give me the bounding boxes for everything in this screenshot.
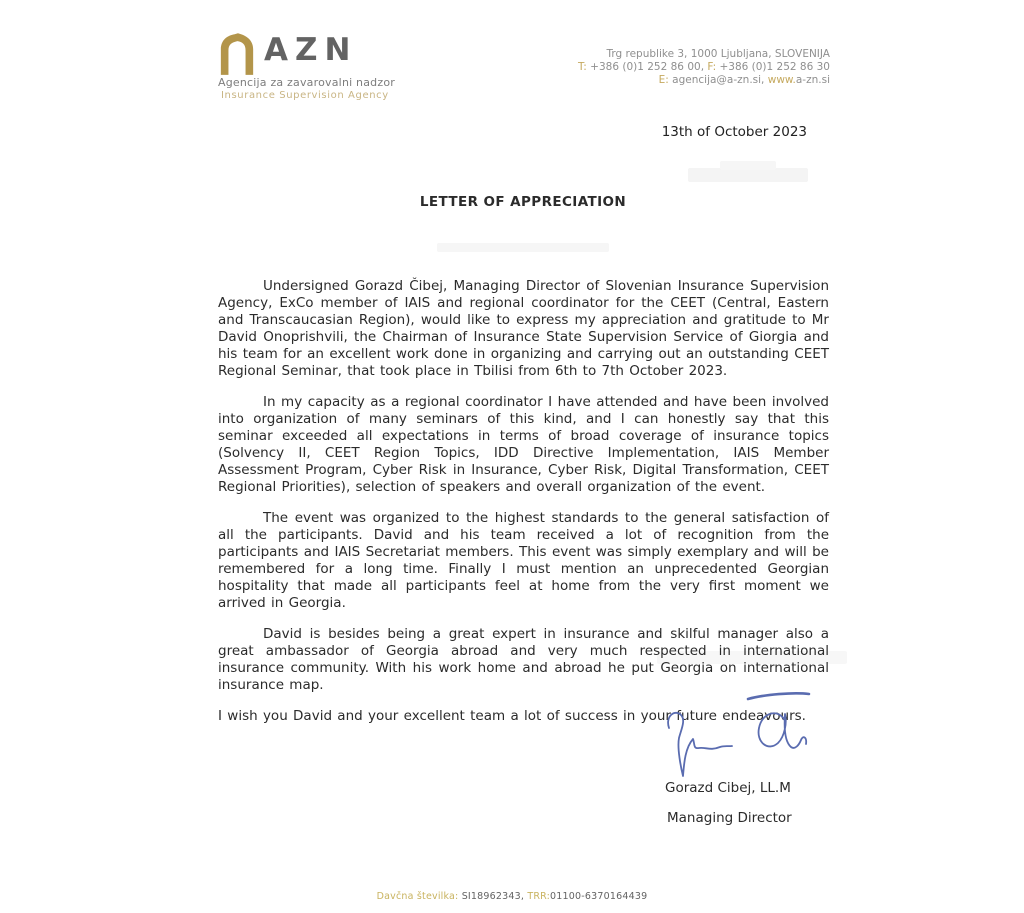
redaction-smudge [688,168,808,182]
signatory-role: Managing Director [667,810,792,826]
redaction-smudge [720,161,776,170]
footer-tax-info: Davčna številka: SI18962343, TRR:01100-6370164439 [376,891,648,902]
letter-body [218,278,829,739]
letterhead-logo [218,33,395,101]
letter-title: LETTER OF APPRECIATION [419,194,627,210]
contact-email-web: E: agencija@a-zn.si, www.a-zn.si [658,74,830,86]
letter-paragraph: I wish you David and your excellent team a lot of success in your future endeavours. [218,708,806,724]
redaction-smudge [437,243,609,252]
letter-paragraph: In my capacity as a regional coordinator I have attended and have been involved into organization of many seminars of this kind, and I can honestly say that this seminar exceeded all expectations in terms of broad coverage of insurance topics (Solvency II, CEET Region Topics, IDD Directive Implementation, IAIS Member Assessment Program, Cyber Risk in Insurance, Cyber Risk, Digital Transformation, CEET Regional Priorities), selection of speakers and overall organization of the event. [218,394,829,495]
letter-paragraph: David is besides being a great expert in insurance and skilful manager also a great ambassador of Georgia abroad and very much respected in international insurance community. With his work home and abroad he put Georgia on international insurance map. [218,626,829,693]
gold-arch-icon [218,33,256,75]
letterhead-contact [578,48,830,87]
signatory-name: Gorazd Cibej, LL.M [665,780,791,796]
logo-acronym: AZN [264,32,358,68]
logo-english-name: Insurance Supervision Agency [221,90,389,101]
letter-paragraph: Undersigned Gorazd Čibej, Managing Director of Slovenian Insurance Supervision Agency, ExCo member of IAIS and regional coordinator for the CEET (Central, Eastern and Transcaucasian Region), would like to express my appreciation and gratitude to Mr David Onoprishvili, the Chairman of Insurance State Supervision Service of Giorgia and his team for an excellent work done in organizing and carrying out an outstanding CEET Regional Seminar, that took place in Tbilisi from 6th to 7th October 2023. [218,278,829,379]
logo-slovene-name: Agencija za zavarovalni nadzor [218,76,395,89]
letter-date: 13th of October 2023 [661,124,807,140]
contact-address: Trg republike 3, 1000 Ljubljana, SLOVENIJA [606,48,830,60]
letter-paragraph: The event was organized to the highest standards to the general satisfaction of all the participants. David and his team received a lot of recognition from the participants and IAIS Secretariat members. This event was simply exemplary and will be remembered for a long time. Finally I must mention an unprecedented Georgian hospitality that made all participants feel at home from the very first moment we arrived in Georgia. [218,510,829,611]
contact-phone-fax: T: +386 (0)1 252 86 00, F: +386 (0)1 252 86 30 [578,61,830,73]
blue-ink-signature [648,684,823,784]
